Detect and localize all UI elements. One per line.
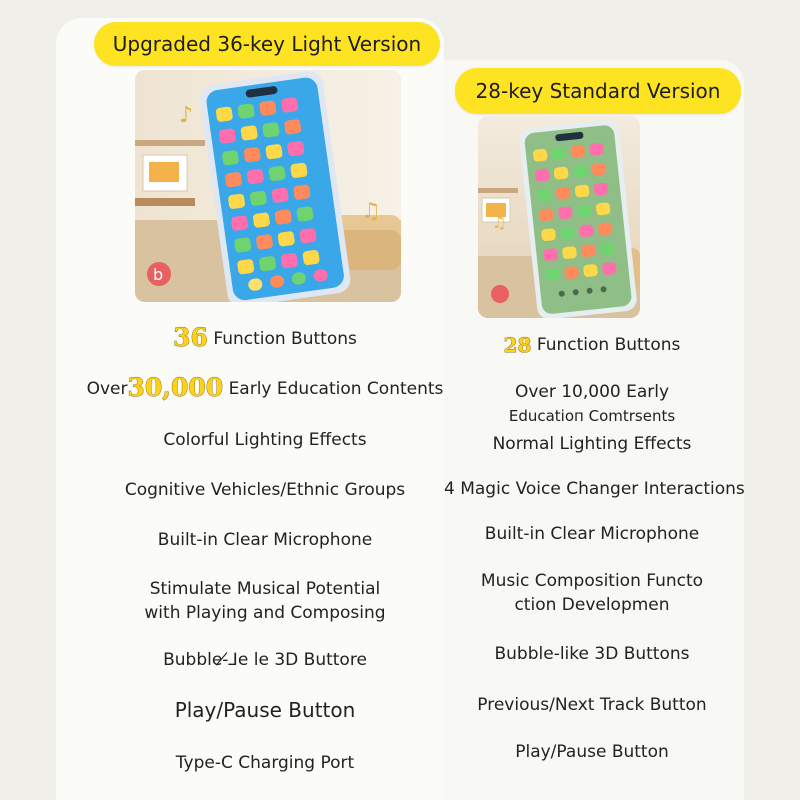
right-contents-line-1: Over 10,000 Early <box>514 382 670 402</box>
right-version-header: 28-key Standard Version <box>455 68 741 114</box>
left-function-label: Function Buttons <box>213 329 357 349</box>
blue-phone-photo <box>135 70 401 302</box>
left-feature-lighting: Colorful Lighting Effects <box>163 430 367 450</box>
left-feature-type-c: Type-C Charging Port <box>175 753 355 773</box>
right-feature-play-pause: Play/Pause Button <box>515 742 669 762</box>
left-contents-label: Early Education Contents <box>228 379 444 399</box>
right-feature-education-contents <box>444 380 740 428</box>
right-feature-3d-buttons: Bubble-like 3D Buttons <box>494 644 690 664</box>
green-phone-photo <box>478 116 640 318</box>
right-music-line-1: Music Composition Functo <box>480 571 704 591</box>
left-feature-play-pause: Play/Pause Button <box>174 698 356 722</box>
right-contents-line-2: Educatioп Cоmtrsents <box>508 407 676 425</box>
left-feature-cognitive: Cognitive Vehicles/Ethnic Groups <box>124 480 406 500</box>
svg-text:b: b <box>153 265 164 284</box>
left-musical-line-2: with Playing and Composing <box>144 603 386 623</box>
right-feature-function-buttons <box>444 333 740 357</box>
left-feature-3d-buttons: Bubble-̸⅃e le 3D Buttore <box>163 650 367 670</box>
left-feature-musical-potential <box>60 577 470 625</box>
left-function-count: 36 <box>173 323 208 352</box>
right-feature-track-buttons: Previous/Next Track Button <box>477 695 707 715</box>
right-music-line-2: ction Developmen <box>514 595 670 615</box>
left-feature-education-contents <box>60 373 470 402</box>
left-feature-microphone: Built-in Clear Microphone <box>157 530 373 550</box>
right-feature-voice-changer: 4 Magic Voice Changer Interactions <box>444 479 745 499</box>
right-feature-microphone: Built-in Clear Microphone <box>484 524 700 544</box>
svg-text:♫: ♫ <box>492 213 507 232</box>
right-function-count: 28 <box>503 333 532 357</box>
right-function-label: Function Buttons <box>536 335 681 355</box>
right-feature-music-composition <box>444 569 740 617</box>
svg-text:♪: ♪ <box>179 103 194 128</box>
left-over-label: Over <box>86 379 128 399</box>
left-contents-count: 30,000 <box>127 373 224 402</box>
svg-text:♫: ♫ <box>361 199 381 224</box>
left-musical-line-1: Stimulate Musical Potential <box>149 579 381 599</box>
right-feature-lighting: Normal Lighting Effects <box>492 434 692 454</box>
left-feature-function-buttons <box>60 323 470 352</box>
left-version-header: Upgraded 36-key Light Version <box>94 22 440 66</box>
